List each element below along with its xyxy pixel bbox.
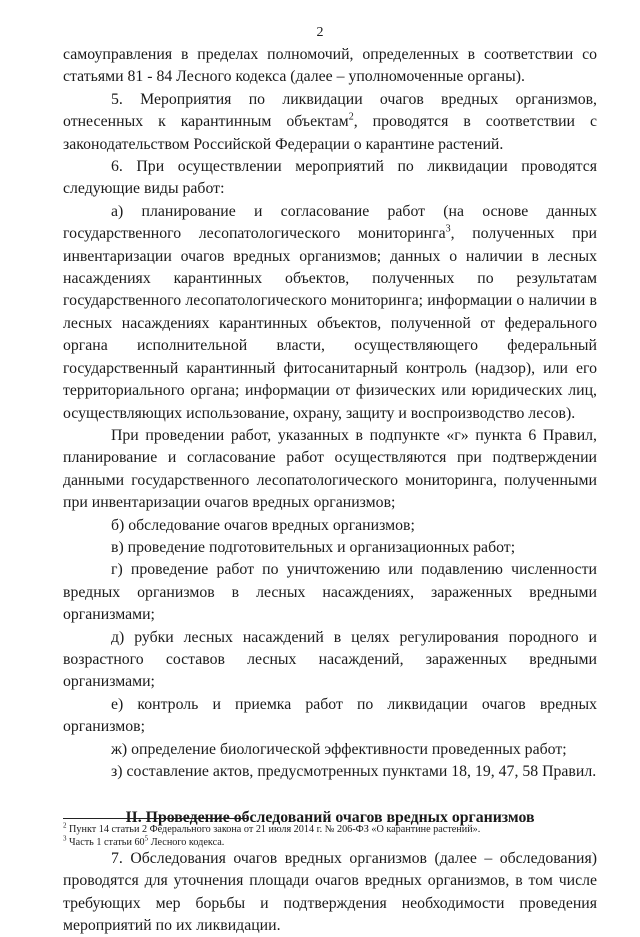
paragraph-planning: При проведении работ, указанных в подпункте «г» пункта 6 Правил, планирование и согласование работ осуществляются при подтверждении данными государственного лесопатологического мониторинга, полученными при инвентаризации очагов вредных организмов; — [63, 426, 597, 512]
document-body — [63, 44, 597, 937]
footnote-divider — [63, 818, 249, 819]
page-number: 2 — [316, 25, 324, 40]
paragraph-6: 6. При осуществлении мероприятий по ликвидации проводятся следующие виды работ: — [63, 158, 597, 198]
paragraph-5 — [63, 89, 597, 156]
footnote-3 — [63, 836, 603, 849]
footnotes — [63, 823, 603, 849]
item-a — [63, 201, 597, 425]
footnote-3-article-sup: 5 — [144, 834, 149, 843]
footnote-ref-3: 3 — [445, 223, 451, 235]
paragraph-5-text-b: , проводятся в соответствии с законодательством Российской Федерации о карантине растений. — [63, 113, 598, 153]
item-z: з) составление актов, предусмотренных пунктами 18, 19, 47, 58 Правил. — [111, 763, 597, 780]
item-g: г) проведение работ по уничтожению или подавлению численности вредных организмов в лесных насаждениях, зараженных вредными организмами; — [63, 561, 597, 624]
item-v: в) проведение подготовительных и организационных работ; — [111, 538, 516, 556]
paragraph-7: 7. Обследования очагов вредных организмов (далее – обследования) проводятся для уточнения площади очагов вредных организмов, в том числе требующих мер борьбы и подтверждения необходимости проведения мероприятий по их ликвидации. — [63, 849, 597, 935]
paragraph-intro-continuation: самоуправления в пределах полномочий, определенных в соответствии со статьями 81 - 84 Лесного кодекса (далее – уполномоченные органы). — [63, 46, 597, 86]
item-b: б) обследование очагов вредных организмов; — [111, 516, 415, 534]
item-e: е) контроль и приемка работ по ликвидации очагов вредных организмов; — [63, 695, 597, 736]
footnote-2-mark: 2 — [63, 821, 67, 830]
item-d: д) рубки лесных насаждений в целях регулирования породного и возрастного составов лесных насаждений, зараженных вредными организмами; — [63, 628, 597, 691]
item-a-text-b: , полученных при инвентаризации очагов вредных организмов; данных о наличии в лесных насаждениях карантинных объектов, полученных по результатам государственного лесопатологического мониторинга; информации о наличии в лесных насаждениях карантинных объектов, полученной от федерального органа исполнительной власти, осуществляющего федеральный государственный карантинный фитосанитарный контроль (надзор), или его территориального органа; информации от физических или юридических лиц, осуществляющих использование, охрану, защиту и воспроизводство лесов). — [63, 225, 597, 422]
section-heading: II. Проведение обследований очагов вредных организмов — [125, 809, 535, 827]
footnote-3-text-a: Часть 1 статьи 60 — [66, 837, 145, 848]
item-zh: ж) определение биологической эффективности проведенных работ; — [111, 740, 567, 758]
footnote-3-text-b: Лесного кодекса. — [148, 837, 225, 848]
item-a-text-a: а) планирование и согласование работ (на основе данных государственного лесопатологического мониторинга — [63, 202, 597, 243]
footnote-ref-2: 2 — [348, 111, 354, 123]
footnote-2-text: Пункт 14 статьи 2 Федерального закона от 21 июля 2014 г. № 206-ФЗ «О карантине растений». — [66, 824, 481, 835]
footnote-3-mark: 3 — [63, 834, 67, 843]
paragraph-5-text-a: 5. Мероприятия по ликвидации очагов вредных организмов, отнесенных к карантинным объектам — [63, 90, 597, 131]
